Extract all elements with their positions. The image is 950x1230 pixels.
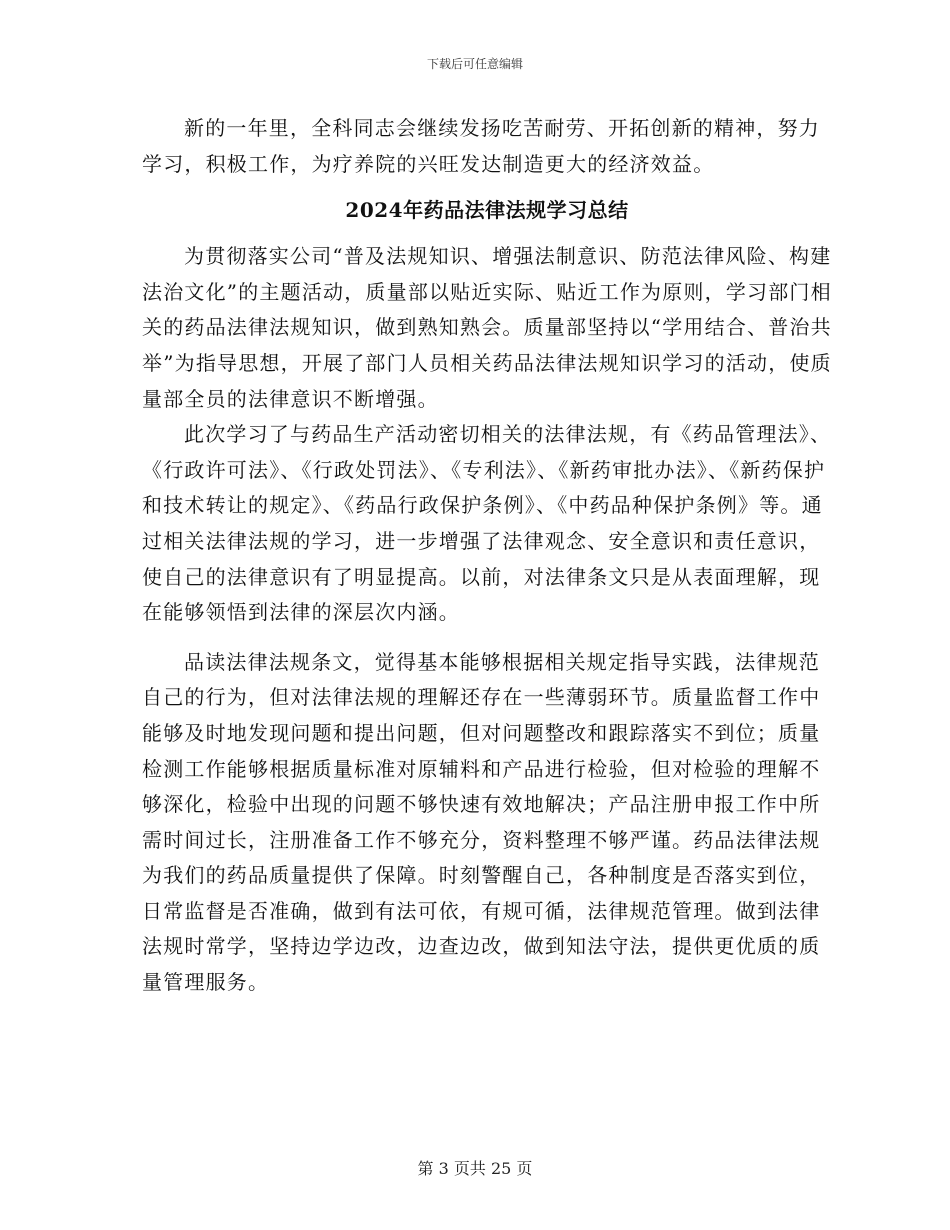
document-body	[142, 111, 832, 1001]
page-number: 第 3 页共 25 页	[417, 1159, 533, 1178]
body-paragraph-2: 此次学习了与药品生产活动密切相关的法律法规，有《药品管理法》、《行政许可法》、《行政处罚法》、《专利法》、《新药审批办法》、《新药保护和技术转让的规定》、《药品行政保护条例》、《中药品种保护条例》等。通过相关法律法规的学习，进一步增强了法律观念、安全意识和责任意识，使自己的法律意识有了明显提高。以前，对法律条文只是从表面理解，现在能够领悟到法律的深层次内涵。	[142, 422, 832, 625]
document-title: 2024年药品法律法规学习总结	[345, 198, 629, 223]
intro-paragraph: 新的一年里，全科同志会继续发扬吃苦耐劳、开拓创新的精神，努力学习，积极工作，为疗养院的兴旺发达制造更大的经济效益。	[142, 116, 820, 176]
paragraph-spacer	[142, 631, 832, 645]
body-paragraph-1: 为贯彻落实公司“普及法规知识、增强法制意识、防范法律风险、构建法治文化”的主题活动，质量部以贴近实际、贴近工作为原则，学习部门相关的药品法律法规知识，做到熟知熟会。质量部坚持以“学用结合、普治共举”为指导思想，开展了部门人员相关药品法律法规知识学习的活动，使质量部全员的法律意识不断增强。	[142, 244, 832, 411]
page-header: 下载后可任意编辑	[426, 57, 523, 71]
body-paragraph-3: 品读法律法规条文，觉得基本能够根据相关规定指导实践，法律规范自己的行为，但对法律法规的理解还存在一些薄弱环节。质量监督工作中能够及时地发现问题和提出问题，但对问题整改和跟踪落实不到位；质量检测工作能够根据质量标准对原辅料和产品进行检验，但对检验的理解不够深化，检验中出现的问题不够快速有效地解决；产品注册申报工作中所需时间过长，注册准备工作不够充分，资料整理不够严谨。药品法律法规为我们的药品质量提供了保障。时刻警醒自己，各种制度是否落实到位，日常监督是否准确，做到有法可依，有规可循，法律规范管理。做到法律法规时常学，坚持边学边改，边查边改，做到知法守法，提供更优质的质量管理服务。	[142, 649, 821, 995]
